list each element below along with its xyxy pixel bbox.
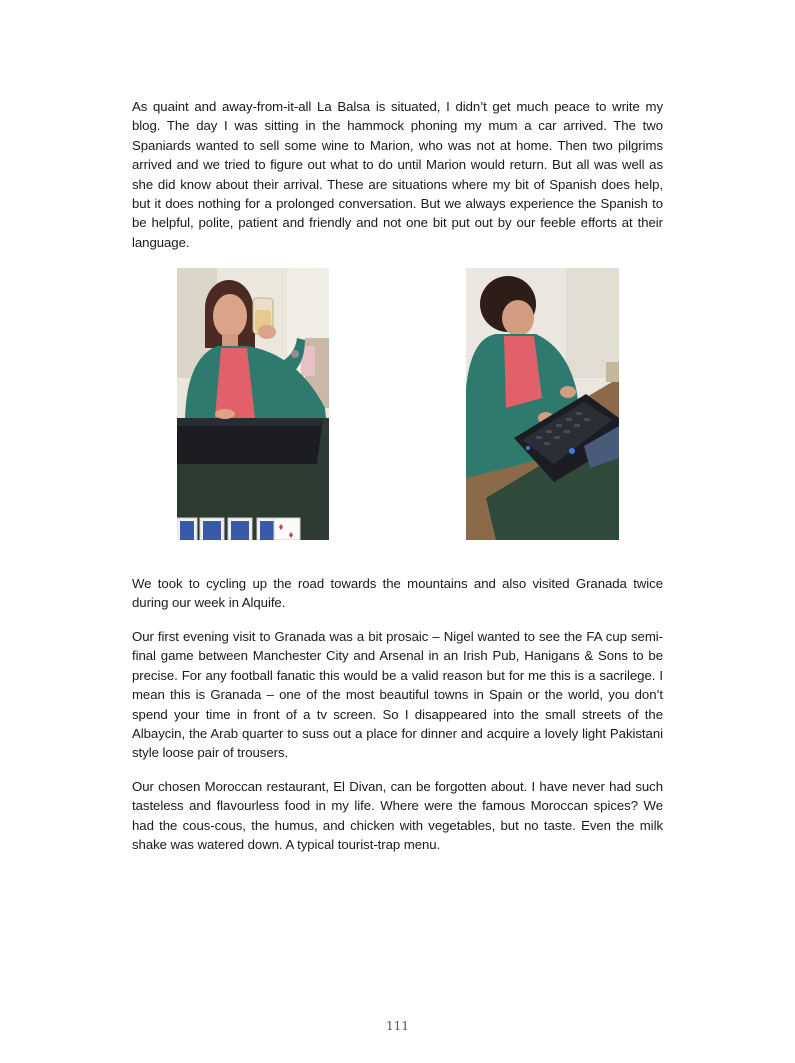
photo-woman-at-laptop [466, 268, 619, 540]
paragraph-granada-evening: Our first evening visit to Granada was a bit prosaic – Nigel wanted to see the FA cup semi-final game between Manchester City and Arsenal in an Irish Pub, Hanigans & Sons to be precise. For any football fanatic this would be a valid reason but for me this is a sacrilege. I mean this is Granada – one of the most beautiful towns in Spain or the world, you don’t spend your time in front of a tv screen. So I disappeared into the small streets of the Albaycin, the Arab quarter to suss out a place for dinner and acquire a lovely light Pakistani style loose pair of trousers. [132, 629, 663, 761]
paragraph-cycling: We took to cycling up the road towards the mountains and also visited Granada twice during our week in Alquife. [132, 576, 663, 611]
photo-woman-with-drink [177, 268, 329, 540]
page-number: 111 [386, 1019, 409, 1033]
paragraph-moroccan-restaurant: Our chosen Moroccan restaurant, El Divan, can be forgotten about. I have never had such tasteless and flavourless food in my life. Where were the famous Moroccan spices? We had the cous-cous, the humus, and chicken with vegetables, but no taste. Even the milk shake was watered down. A typical tourist-trap menu. [132, 779, 663, 853]
paragraph-la-balsa: As quaint and away-from-it-all La Balsa is situated, I didn’t get much peace to write my blog. The day I was sitting in the hammock phoning my mum a car arrived. The two Spaniards wanted to sell some wine to Marion, who was not at home. Then two pilgrims arrived and we tried to figure out what to do until Marion would return. But all was well as she did know about their arrival. These are situations where my bit of Spanish does help, but it does nothing for a prolonged conversation. But we always experience the Spanish to be helpful, polite, patient and friendly and not one bit put out by our feeble efforts at their language. [132, 99, 663, 250]
